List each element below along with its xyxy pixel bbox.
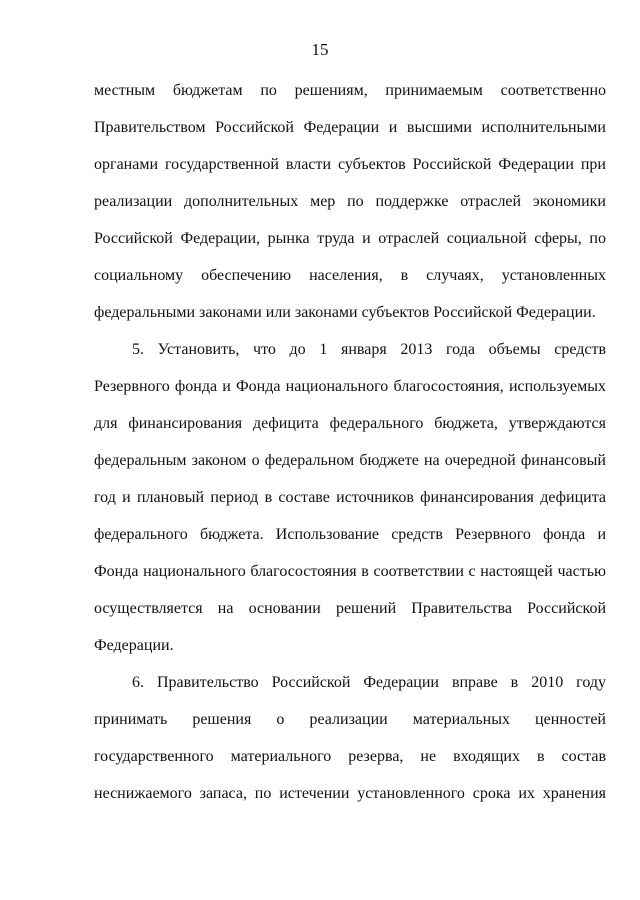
text-line: неснижаемого запаса, по истечении установленного срока их хранения	[94, 785, 606, 802]
text-line: Федерации.	[94, 637, 174, 654]
text-line: реализации дополнительных мер по поддержке отраслей экономики	[94, 193, 606, 210]
paragraph-item-6	[94, 668, 606, 816]
text-line: 6. Правительство Российской Федерации вправе в 2010 году	[132, 674, 606, 691]
text-line: год и плановый период в составе источников финансирования дефицита	[94, 489, 606, 506]
text-line: осуществляется на основании решений Правительства Российской	[94, 600, 606, 617]
text-line: Правительством Российской Федерации и высшими исполнительными	[94, 119, 606, 136]
text-line: федеральным законом о федеральном бюджете на очередной финансовый	[94, 452, 606, 469]
text-line: федеральными законами или законами субъектов Российской Федерации.	[94, 304, 596, 321]
text-line: Фонда национального благосостояния в соответствии с настоящей частью	[94, 563, 606, 580]
page-number: 15	[311, 40, 329, 59]
paragraph-item-5	[94, 335, 606, 668]
text-line: Резервного фонда и Фонда национального благосостояния, используемых	[94, 378, 606, 395]
text-line: 5. Установить, что до 1 января 2013 года объемы средств	[132, 341, 606, 358]
text-line: местным бюджетам по решениям, принимаемым соответственно	[94, 82, 606, 99]
paragraph-continuation	[94, 76, 606, 335]
text-line: Российской Федерации, рынка труда и отраслей социальной сферы, по	[94, 230, 606, 247]
text-line: государственного материального резерва, не входящих в состав	[94, 748, 606, 765]
body-text	[94, 76, 606, 816]
text-line: федерального бюджета. Использование средств Резервного фонда и	[94, 526, 606, 543]
text-line: социальному обеспечению населения, в случаях, установленных	[94, 267, 606, 284]
text-line: органами государственной власти субъектов Российской Федерации при	[94, 156, 606, 173]
text-line: принимать решения о реализации материальных ценностей	[94, 711, 606, 728]
text-line: для финансирования дефицита федерального бюджета, утверждаются	[94, 415, 606, 432]
